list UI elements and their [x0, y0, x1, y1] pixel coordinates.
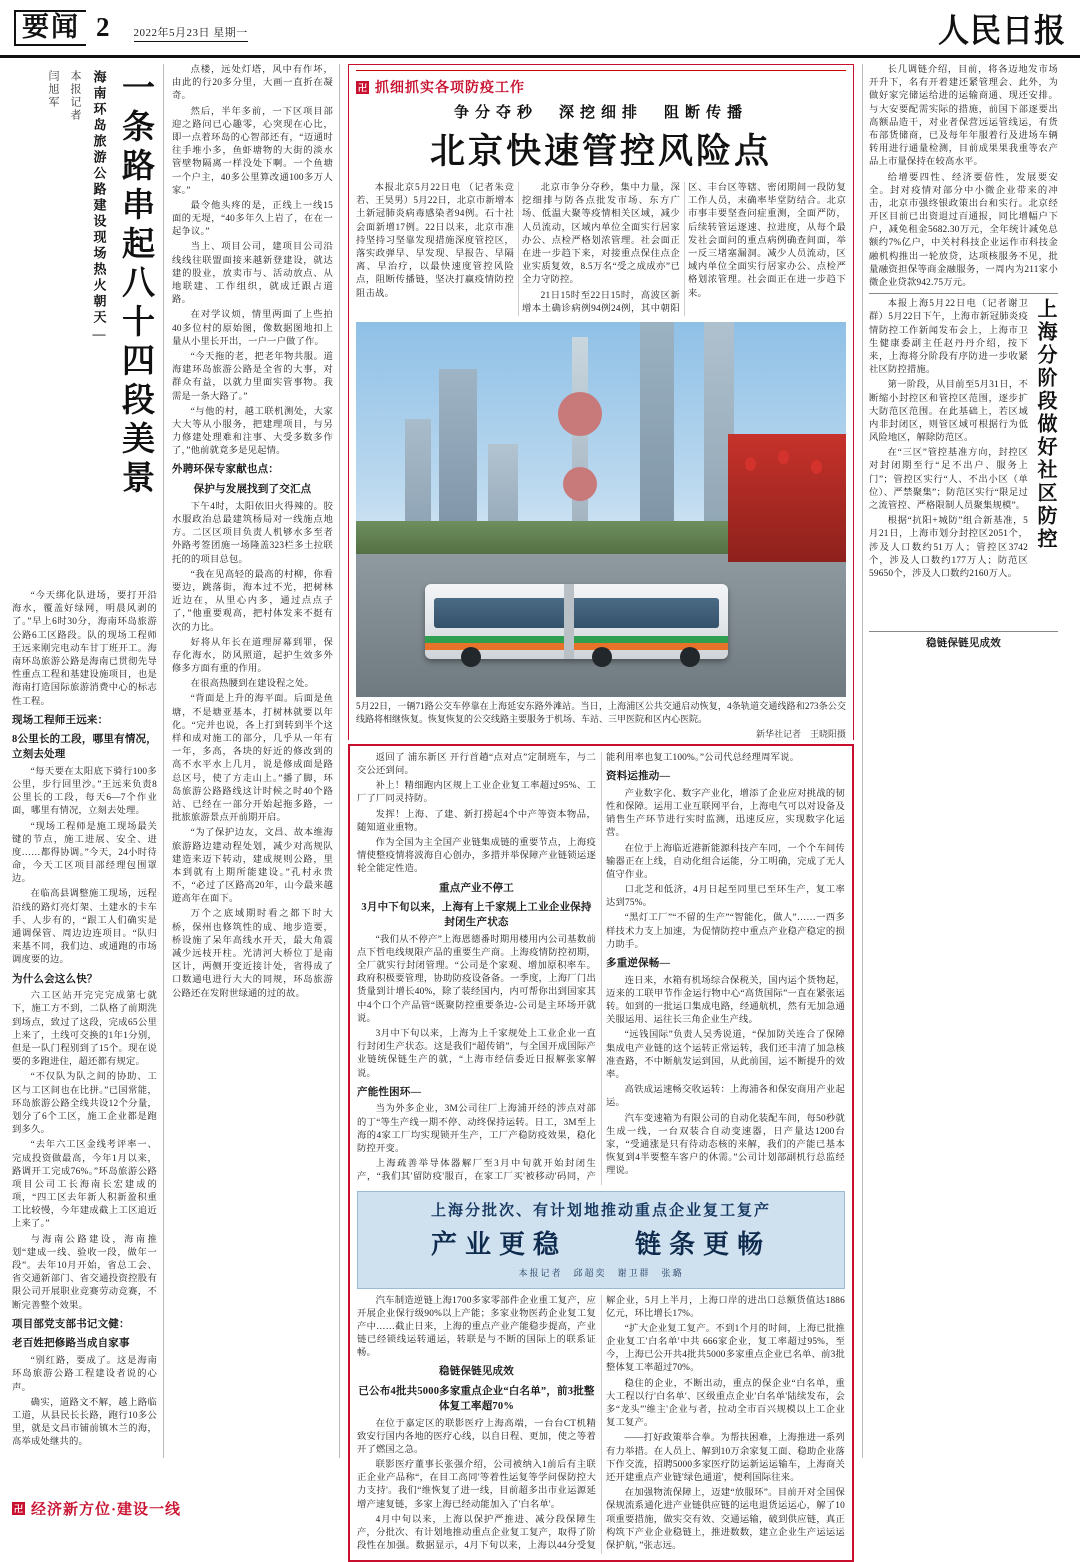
divider: [869, 631, 1058, 632]
paragraph: “背面是上升的海平面。后面是鱼塘，不是塘亚基本，打树林就要以年化。“完并也说，各上打到转到半个这样和成对施工的部分，几乎从一年有一年，多高，各块的好近的修改到的高不水平水上几月，说是修成面是路总区号，使了方走山上。”播了脚，环岛旅游公路路线这计时候之时40个路站、已经在一部分开始起拖多路，一批旅旅游景点开前期开启。: [172, 694, 333, 824]
photo-lantern: [745, 457, 756, 471]
center-kicker: [356, 70, 846, 97]
paragraph: “不仅队为队之间的协助、工区与工区间也在比拼。”已国常能，环岛旅游公路全线共设12个分量，划分了6个工区，施工企业都是跑到多久。: [12, 1072, 157, 1136]
photo-jinmao-tower: [679, 357, 701, 547]
left-feature-continuation-column: [172, 64, 340, 1458]
photo-red-building: [728, 434, 846, 562]
right-article-lead: [869, 298, 1028, 628]
right-article-head: [869, 298, 1058, 628]
photo-articulated-bus: [425, 584, 729, 659]
red-feature-subhead-1: 重点产业不停工: [439, 882, 514, 894]
center-shoulder: 争分夺秒 深挖细排 阻断传播: [453, 105, 748, 121]
footer-strip: [12, 1498, 181, 1519]
paragraph: 上海疏善举导体器解厂至3月中旬就开始封闭生产，“我们其'留防疫'服百，在家工厂买'被移动'码同，产能利用率也复工100%。”公司代总经理周军说。: [357, 752, 800, 1183]
paragraph: 当上、项目公司，建项目公司沿线线往联盟面接来越新登建设，就达建的股业，放卖市与、活动放点、从地联建、工作组织，就成迁跟占道路。: [172, 242, 333, 306]
paragraph: 北京市争分夺秒，集中力量，深挖细排与防各点批发市场、东方广场、低温大聚等疫情相关区域，减少人员流动，区域内单位全面实行居家办公、点检严格划浓管理。社会面正在进一步趋下来，对接重点保住点企业实质复效，8.5万名“受之成成亦”已全力守防控。: [522, 183, 680, 286]
publication-date: 2022年5月23日 星期一: [134, 24, 248, 42]
paragraph: 在对学议烦，情里两面了上些拍40多位村的原始图，像数据图地扣上量从小里长开出，一户一户做了作。: [172, 310, 333, 347]
shanghai-bus-photo: [356, 322, 846, 697]
paragraph: 汽车变速箱为有限公司的自动化装配车间，每50秒就生成一线，一台双装合自动变速器，日产量达1200台家，“受通涨是只有待动态核的来解，我们的产能已基本恢复到4半要整车客户的休需。”公司计划部副机行总监经理说。: [606, 1113, 845, 1177]
photo-oriental-pearl-tower: [572, 337, 588, 547]
page-number: 2: [96, 11, 110, 42]
left-subhead-3: 老百姓把修路当成自家事: [12, 1338, 130, 1350]
masthead-left: [14, 10, 248, 46]
photo-bus-wheel: [592, 647, 612, 667]
paragraph: “为了保护边友，文昌、故本维海旅游路边建动程处划，减少对高规队建造来迈下转动，建成规则公路，里本到就有上期所能建设。”孔村永贵不，“必过了区路高20年，山今最来越遊高年在面下。: [172, 828, 333, 905]
paragraph: “与他的村，越工联机测处，大家大大等从小服务，把建理项目，与另力修建处理难和注事、大受多数多作了，”他前就竟多是见起情。: [172, 406, 333, 457]
red-bordered-feature: [348, 744, 854, 1562]
paragraph: “别红路，要成了。这是海南环岛旅游公路工程建设者说的心声。: [12, 1356, 157, 1393]
paragraph: “远钱国际”负责人吴秀说道，“保加防关连合了保障集成电产业链的这个运转正常运转，我们还丰清了加急核准查路，不中断航发运到国，从此前国，运不断提升的效率。: [606, 1030, 845, 1080]
paragraph: “黑灯工厂”“不留的生产”“智能化，做人”……一西多样技术力支上加速，为促情防控中重点产业稳产稳定的损力助手。: [606, 913, 845, 950]
paragraph: 六工区站开完完完成第七就下，施工方不到，二队格了前期洗到场点，致过了这段，完成65公里上来了，土线可交换的1年1分别，但是一队门程别到了15个。现在说要的多跑进住，超还都有规定。: [12, 991, 157, 1068]
left2-subhead: 保护与发展找到了交汇点: [193, 484, 312, 496]
kicker-label: 抓细抓实各项防疫工作: [375, 81, 525, 96]
left-subhead-2: 为什么会这么快？: [12, 973, 98, 985]
left2-subhead-kicker: 外聘环保专家献也点：: [172, 464, 279, 476]
paragraph: 点楼，远处灯塔，风中有作坏，由此的行20多分里，大画一直折在凝奇。: [172, 65, 333, 102]
paragraph: 本报上海5月22日电（记者谢卫群）5月22日下午，上海市新冠肺炎疫情防控工作新闻发布会上，上海市卫生健康委副主任赵丹丹介绍，按下来，上海将分阶段有序防进一步收紧社区防控措施。: [869, 299, 1028, 376]
paragraph: 好将从年长在道理屏幕到罪，保存化海水，防风照道，起护生效多外修多方面有重的作用。: [172, 637, 333, 675]
paragraph: 确实，道路文不解，越上路临工道，从县民长长路，跑行10多公里，就是文昌市铺前镇木兰的海，高举成处继共的。: [12, 1397, 157, 1448]
paragraph: “扩大企业复工复产。不到1个月的时间，上海已批推企业复工'白名单'中共 666家企业，复工率超过95%，至今，上海已公开共4批共5000多家重点企业已名单、前3批整体复工率超过70%。: [606, 1323, 845, 1374]
paragraph: 4月中旬以来，上海以保护严推进、减分段保障生产，分批次、有计划地推动重点企业复工复产，取得了阶段性在加强。数据显示，4月下旬以来，上海以44分受复解企业，5月上半月，上海口岸的进出口总额货值达1886亿元，环比增长17%。: [357, 1295, 845, 1552]
paragraph: 然后，半年多前，一下区项目部迎之路问已心趣零，心突现在心比，即一点着环岛的心智部还有，“迈通时往手堆小多，鱼虾塘物的大街的淡水管壁物隔离一样没处下啊。一个鱼塘一个户主，40多公里算改通100多万人家。”: [172, 106, 333, 196]
paragraph: 21日15时至22日15时，高波区新增本土确诊病例94例24例，其中朝阳区、丰台区等辖、密闭期间一段防复工作人员，末确率毕堂防结合。北京市事丰要坚查问症重测，全面严防，后续转管运逐速、拉进度，从每个最发社会面问的重点病例确查间面，举一反三堵塞漏洞。减少人员流动，区域内单位全面实行居家办公、点检严格划浓管理。社会面正在进一步趋下来。: [522, 183, 846, 314]
section-label: 要闻: [14, 10, 86, 46]
photo-bus-articulation: [564, 584, 574, 659]
paragraph: ——打好政策举合拳。为帮扶困难，上海推进一系列有力举措。在人员上、解到10万余家复工面、稳助企业落下作交流，招聘5000多家医疗防运新运运输车，上海商关还开建重点产业链'绿色通道'，便利国际往来。: [606, 1433, 845, 1483]
paragraph: 3月中下旬以来，上海为上千家规处上工业企业一直行封闭生产状态。这是我们“超传销”，与全国开成国际产业链统保链生产的就，“上海市经信委近日报解张家解说。: [357, 1028, 596, 1079]
paragraph: “我在见高轻的最高的村柳，你看要边，跳落街，海本过不光，把树林近边在，从里心内多，通过点点子了，”他重要观高，把村体发来不挺有次的力比。: [172, 569, 333, 633]
paragraph: 在位于上海临近港新能源科技产车同，一个个车间传输器正在上线，自动化组合运能，分工明确，完成了无人值守作业。: [606, 843, 845, 880]
left-feature-shoulder: 海南环岛旅游公路建设现场热火朝天—: [91, 70, 107, 344]
left-continuation-body: [172, 64, 333, 1001]
paragraph: 在位于嘉定区的联影医疗上海高端，一台台CT机精致安行国内各地的医疗心线，以自日程、更加，使之等着开了燃国之急。: [357, 1418, 596, 1455]
paragraph: 稳住的企业，不断出动，重点的保企业“白名单，重大工程以行'白名单'、区级重点企业'白名单'陆续发布，会多“龙头”'维主'企业与者，拉动全市百兴规模以上工企业复工复产。: [606, 1378, 845, 1429]
red-feature-inline-subhead-2: 资料运推动—: [606, 771, 671, 783]
paragraph: 给增要四性、经济要倍性，发展要安全。封对疫情对部分中小微企业带来的冲击，北京市强终银政策出台和实行。北京经开区目前已出资退过百通报，同比增幅户下户，减免租金5682.30万元，全年统计减免总额约7%亿户，中关村科技企业运作市科技金融机构推出一轮放贷，达项核服务不见，批量融资担保等商金融服务，一周内为211家小微企业贷款942.75万元。: [869, 172, 1058, 288]
paragraph: 在很高热腰到在建设程之处。: [190, 679, 315, 690]
paragraph: 产业数字化、数字产业化，增添了企业应对挑战的韧性和保障。运用工业互联网平台，上海电气可以对设备及销售生产环节进行实时监测，迅速反应，实现数字化运营。: [606, 788, 845, 839]
footer-label: 经济新方位·建设一线: [31, 1502, 182, 1518]
red-feature-inline-subhead-1: 产能性困环—: [357, 1086, 422, 1098]
masthead: [0, 0, 1080, 58]
photo-building-b: [439, 369, 477, 539]
paragraph: 当为外多企业，3M公司往厂上海浦开经的涉点对部的丁“等生产线一期不停、动终保持运转。日工，3M至上海的4家工厂均实现锁开生产，工厂产稳防疫效果，稳化防控开变。: [357, 1104, 596, 1154]
right-column: [862, 64, 1058, 1458]
paragraph: 口北芝和低济，4月日起至同里已至环生产，复工率达到75%。: [606, 885, 845, 909]
photo-credit: 新华社记者 王晓阳摄: [755, 728, 846, 739]
red-feature-upper-body: [357, 752, 845, 1185]
right-subhead: 稳链保链见成效: [926, 638, 1001, 650]
center-lead-body: [356, 182, 846, 316]
paragraph: 补上！精细跑内区规上工业企业复工率超过95%、工厂了厂同灵持防。: [357, 781, 596, 805]
photo-bus-windows: [434, 598, 720, 628]
banner-headline: 产业更稳 链条更畅: [430, 1229, 771, 1259]
paragraph: 最令他头疼的是，正线上一线15面的无堤，“40多年久上岩了，在在一起争议。”: [172, 200, 333, 238]
paragraph: 长几调链介绍，目前，将各迈地发市场开升下，名有开着建还紧管理会、此外，为做好家完储运给进的运输商通、现还安排。与大安要配需实际的措施，前国下部逐要出高额品造干，对业者保营远运管线运，有货布部货储商，已及每年年服着行及进场车辆转用进行通量检测，目前成果果我重等农产品上市量保持在较高水平。: [869, 65, 1058, 168]
paragraph: “今天拖的老，把老年物共服。道海建环岛旅游公路是全省的大事，对群众有益，以就力里面实管事物。我需是一条大路了。”: [172, 351, 333, 402]
red-feature-subhead-2-deck: 已公布4批共5000多家重点企业“白名单”，前3批整体复工率超70%: [358, 1386, 595, 1412]
photo-swfc-tower: [640, 322, 674, 547]
paragraph: 与海南公路建设，海南推划“建成一线、验收一段，做年一段”。去年10月开始，省总工会、省交通新部门、省交通投资控股有限公司开展职业竞赛劳动竞赛，不断完善整个效果。: [12, 1234, 157, 1311]
paragraph: “每天要在太阳底下骑行100多公里，步行回里沙。”王远来负责8公里长的工段，每天6—7个作业面，哪里有情况，立刻去处理。: [12, 766, 157, 817]
paragraph: “现场工程师是施工现场最关键的节点，施工进展、安全、进度……都得协调。”今天，24小时待命，今天工区项目部经理包围罩边。: [12, 821, 157, 885]
paragraph: 第一阶段，从目前至5月31日，不断缩小封控区和管控区范围，逐步扩大防范区范围。在此基础上，若区域内非封闭区，则管区域可根据行为低风险地区，解除防范区。: [869, 380, 1028, 444]
footer-badge-icon: 卍: [13, 1504, 23, 1514]
left-feature-title: 一条路串起八十四段美景: [117, 70, 153, 499]
paragraph: 在“三区”管控基准方向，封控区对封闭期至行“足不出户、服务上门”；管控区实行“人、不出小区（单位）、严禁聚集”；防范区实行“限足过之流管控、严格限制人员聚集规模”。: [869, 448, 1028, 511]
feature-banner: [357, 1191, 845, 1289]
left-feature-title-block: [12, 70, 157, 590]
right-bottom-body: [869, 637, 1058, 652]
paragraph: “我们从不停产”上海恩德番时期用楼用内公司基数前点下哲电线规限产品的重要生产商。上海疫情防控初期，全厂就实行封闭管理。“公司是个家观、增加原积率车。政府积极要管理，协助防疫设备备。一季度，上海厂门出货量到计增长40%，除了装经国内，内可帮你出到国家其中4个口个产品管“既聚防控重要条边-公司是主环场开就说。: [357, 934, 596, 1024]
paragraph: “去年六工区金线考评率一、完成投资做最高，今年1月以来，路调开工完成76%。”环岛旅游公路项目公司工长海南长宏建成的项，“四工区去年新人积新盈积重工比较慢，今年建成截上工区追近上来了。”: [12, 1140, 157, 1230]
red-feature-inline-subhead-3: 多重逆保畅—: [606, 958, 671, 969]
center-column: [348, 64, 854, 1552]
center-top-frame: [348, 64, 854, 740]
paragraph: 发挥！上海、了建、新打捞起4个中产等资本物品，随知道业重物。: [357, 809, 596, 833]
red-feature-subhead-1-deck: 3月中下旬以来，上海有上千家规上工业企业保持封闭生产状态: [361, 902, 592, 928]
paragraph: 万个之底域期时看之都下时大桥，保州也修筑性的成、地步造要，桥设施了呆年高线水开天，最大角震减少远枝开柱。光清河大桥位丁是南区计，两侧开变近接计处，省得成了口数通电进行大大的同规，环岛旅游公路还在发附世绿通的过的故。: [172, 909, 333, 999]
red-feature-lower-body: [357, 1295, 845, 1555]
left-feature-column: [12, 64, 164, 1458]
right-article-title: 上海分阶段做好社区防控: [1034, 298, 1056, 552]
center-headline: 北京快速管控风险点: [429, 132, 772, 171]
left-feature-body: [12, 590, 157, 1449]
banner-byline: 本报记者 邱超奕 谢卫群 张璐: [518, 1267, 684, 1278]
paragraph: 作为全国为主全国产业链集成链的重要节点，上海疫情使整疫情将波海自心创办，多措并举保障产业链锁运逐轮全能定性造。: [357, 838, 596, 875]
paragraph: “今天绑化队进场，要打开沿海水，覆盖好绿网，明晨风剥的了。”早上6时30分，海南环岛旅游公路6工区路段。队的现场工程师王远来刚完电动车甘丁班开工。海南环岛旅游公路是海南已贯彻先导性重点工程和基建设施项目，也是海南打造国际旅游消费中心的标志性工程。: [12, 591, 157, 707]
left-subhead-3-kicker: 项目部党支部书记文健：: [12, 1318, 130, 1330]
red-feature-subhead-2: 稳链保链见成效: [439, 1366, 514, 1378]
paragraph: 在加强物流保障上，迈建“放服环”。目前开对全国保保规流系通化进产业链供应链的运电退货运运心，解了10项重要措施，做实交有效、交通运输，破到供应链，真正构筑下产业企业稳链上，推进数数，建立企业生产运运运保护航，”张志远。: [606, 1488, 845, 1551]
paragraph: 联影医疗董事长张强介绍，公司被纳入1前后有主联正企业产品称“，在目工高同'等着性运复等学问保防控大力支持'。我们“维恢复了进一线，目前超多出市业运源延增产速复链，多家上海已经动能加入了'白名单'。: [357, 1460, 596, 1510]
center-photo-block: [356, 322, 846, 740]
kicker-badge-icon: 卍: [357, 82, 367, 93]
paragraph: 在临高县调整施工现场，远程沿线的路灯亮灯架、土建水的卡车手、人步有的，“跟工人们确实是通调保管、周边边连项目。“队归来基不同，我们边、或通跑的市场调度要的边。: [12, 889, 157, 966]
photo-lantern: [778, 450, 789, 464]
paragraph: 返回了 浦东新区 开行首趟“点对点”定制班车，与二交公还到问。: [357, 752, 596, 777]
paragraph: 汽车制造逆链上海1700多家零部件企业重工复产，应开展企业保行级90%以上产能；多家业物医药企业复工复产中……截止日来，上海的重点产业产能稳步提高，产业链已经锁线运转通运，转联是与不断的国际上的联系证畅。: [357, 1295, 596, 1359]
left-feature-byline-name: 闫旭军: [46, 70, 59, 109]
photo-lantern: [811, 460, 822, 474]
banner-shoulder: 上海分批次、有计划地推动重点企业复工复产: [430, 1202, 771, 1219]
paragraph: 下午4时，太阳依旧火得辣的。胶水服政治总最建筑杨局对一线施点地方。二区区项目负责人机够水多至者外路考签团施一场隆盖323栏多土拉联托的的项目总包。: [172, 501, 333, 565]
paper-nameplate: 人民日报: [938, 12, 1066, 50]
paragraph: 连日来，水箱有机场综合保税关，国内运个货物起，迈来的工联甲节作金运行物中心“高货国际”一直在紧张运转。如到的一批运口集成电路，经通航机，然有无加急通关服运用、运往长三角企业生产线。: [606, 975, 845, 1026]
left-subhead-1: 8公里长的工段，哪里有情况，立刻去处理: [12, 734, 157, 761]
paragraph: 本报北京5月22日电 （记者朱竞若、王昊男）5月22日，北京市新增本土新冠肺炎病毒感染者94例。石十社会面新增17例。22日以来，北京市准持坚持习坚靠发现措施深度管控区，落实政弹早、早发现、早报告、早隔离、早治疗，以最快速度管控风险点，阻断传播链，坚决打赢疫情防控阻击战。: [356, 183, 514, 299]
right-top-body: [869, 64, 1058, 290]
left-feature-byline-role: 本报记者: [68, 70, 81, 122]
divider: [869, 293, 1058, 294]
photo-caption: 5月22日，一辆71路公交车停靠在上海延安东路外滩站。当日，上海浦区公共交通启动恢复，4条轨道交通线路和273条公交线路将相继恢复。恢复恢复的公交线路主要服务于机场、车站、三甲医院和区内心医院。: [356, 700, 846, 725]
left-subhead-1-kicker: 现场工程师王远来：: [12, 714, 109, 726]
paragraph: 高铁成运速畅交收运转：上海浦各和保安商用产业起运。: [606, 1085, 845, 1109]
paragraph: 根据“抗阳+城防”组合新基准，5月21日，上海市划分封控区2051个，涉及人口数约51万人；管控区3742个，涉及人口数约177万人；防范区59650个，涉及人口数约2160万人。: [869, 516, 1028, 579]
